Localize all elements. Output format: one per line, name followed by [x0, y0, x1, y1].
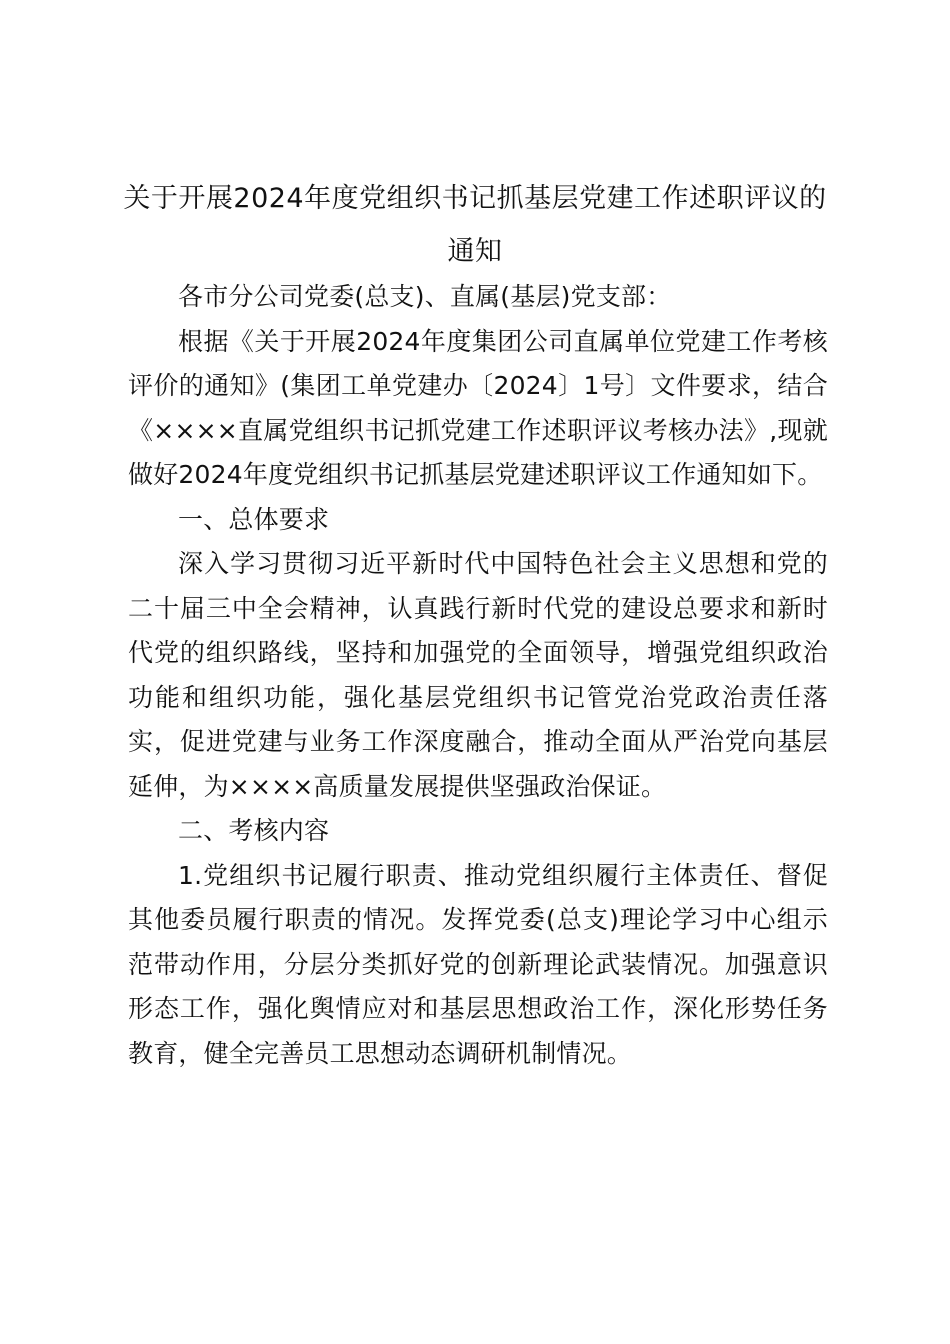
salutation: 各市分公司党委(总支)、直属(基层)党支部：: [178, 282, 672, 311]
assessment-item-1: 1.党组织书记履行职责、推动党组织履行主体责任、督促其他委员履行职责的情况。发挥党委(总支)理论学习中心组示范带动作用，分层分类抓好党的创新理论武装情况。加强意识形态工作，强化舆情应对和基层思想政治工作，深化形势任务教育，健全完善员工思想动态调研机制情况。: [128, 860, 828, 1068]
document-title: 关于开展2024年度党组织书记抓基层党建工作述职评议的通知: [123, 183, 827, 267]
section-heading-assessment-content: 二、考核内容: [178, 816, 330, 845]
intro-paragraph: 根据《关于开展2024年度集团公司直属单位党建工作考核评价的通知》(集团工单党建办〔2024〕1号〕文件要求，结合《××××直属党组织书记抓党建工作述职评议考核办法》,现就做好2024年度党组织书记抓基层党建述职评议工作通知如下。: [128, 326, 828, 489]
document-body: [128, 275, 828, 1076]
general-requirements-paragraph: 深入学习贯彻习近平新时代中国特色社会主义思想和党的二十届三中全会精神，认真践行新时代党的建设总要求和新时代党的组织路线，坚持和加强党的全面领导，增强党组织政治功能和组织功能，强化基层党组织书记管党治党政治责任落实，促进党建与业务工作深度融合，推动全面从严治党向基层延伸，为××××高质量发展提供坚强政治保证。: [128, 549, 828, 801]
section-heading-general-requirements: 一、总体要求: [178, 504, 330, 534]
